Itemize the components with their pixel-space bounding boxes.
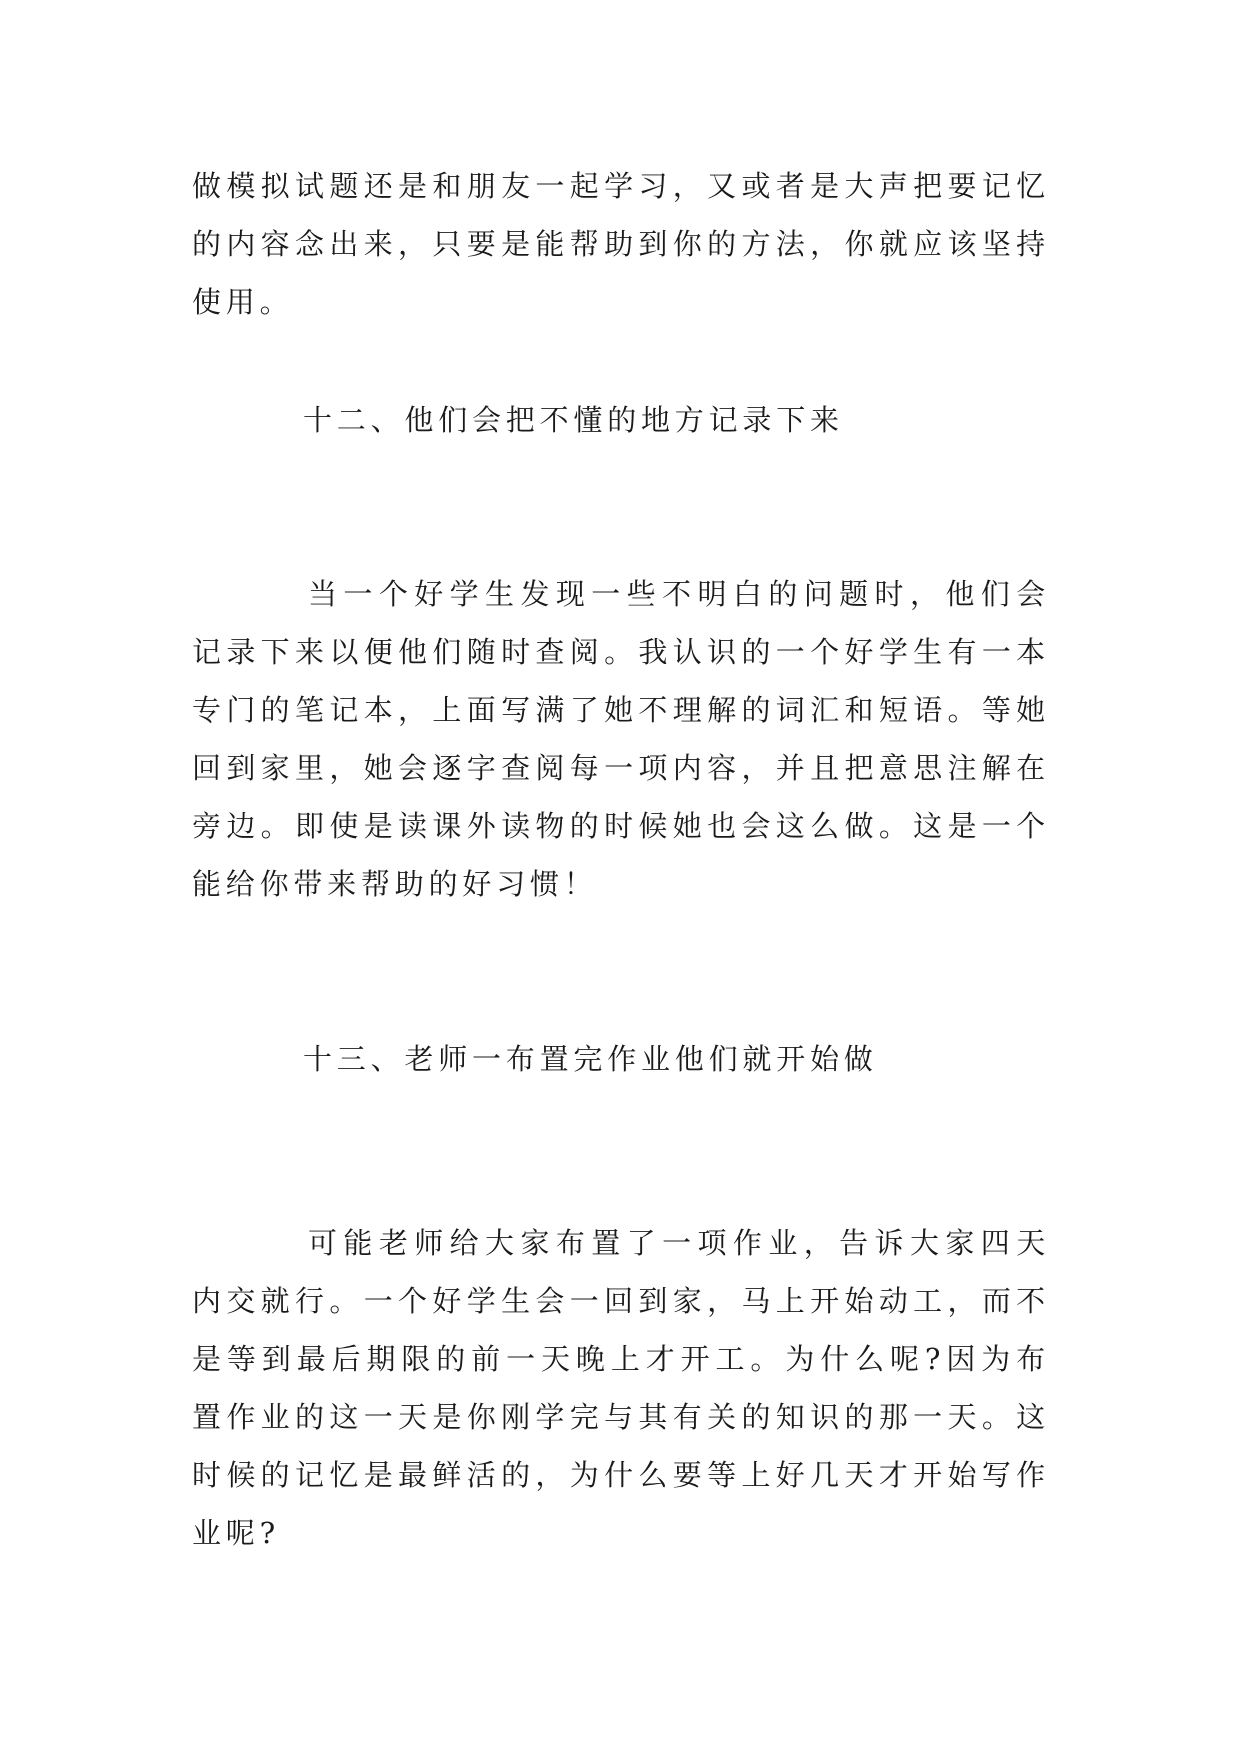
paragraph-section-12: 当一个好学生发现一些不明白的问题时，他们会记录下来以便他们随时查阅。我认识的一个好学生有一本专门的笔记本，上面写满了她不理解的词汇和短语。等她回到家里，她会逐字查阅每一项内容，并且把意思注解在旁边。即使是读课外读物的时候她也会这么做。这是一个能给你带来帮助的好习惯！ (192, 577, 1050, 901)
section-heading-12: 十二、他们会把不懂的地方记录下来 (303, 403, 844, 437)
paragraph-continuation: 做模拟试题还是和朋友一起学习，又或者是大声把要记忆的内容念出来，只要是能帮助到你的方法，你就应该坚持使用。 (192, 169, 1050, 319)
paragraph-section-13: 可能老师给大家布置了一项作业，告诉大家四天内交就行。一个好学生会一回到家，马上开始动工，而不是等到最后期限的前一天晚上才开工。为什么呢?因为布置作业的这一天是你刚学完与其有关的知识的那一天。这时候的记忆是最鲜活的，为什么要等上好几天才开始写作业呢? (192, 1226, 1050, 1550)
section-heading-13: 十三、老师一布置完作业他们就开始做 (303, 1042, 878, 1076)
